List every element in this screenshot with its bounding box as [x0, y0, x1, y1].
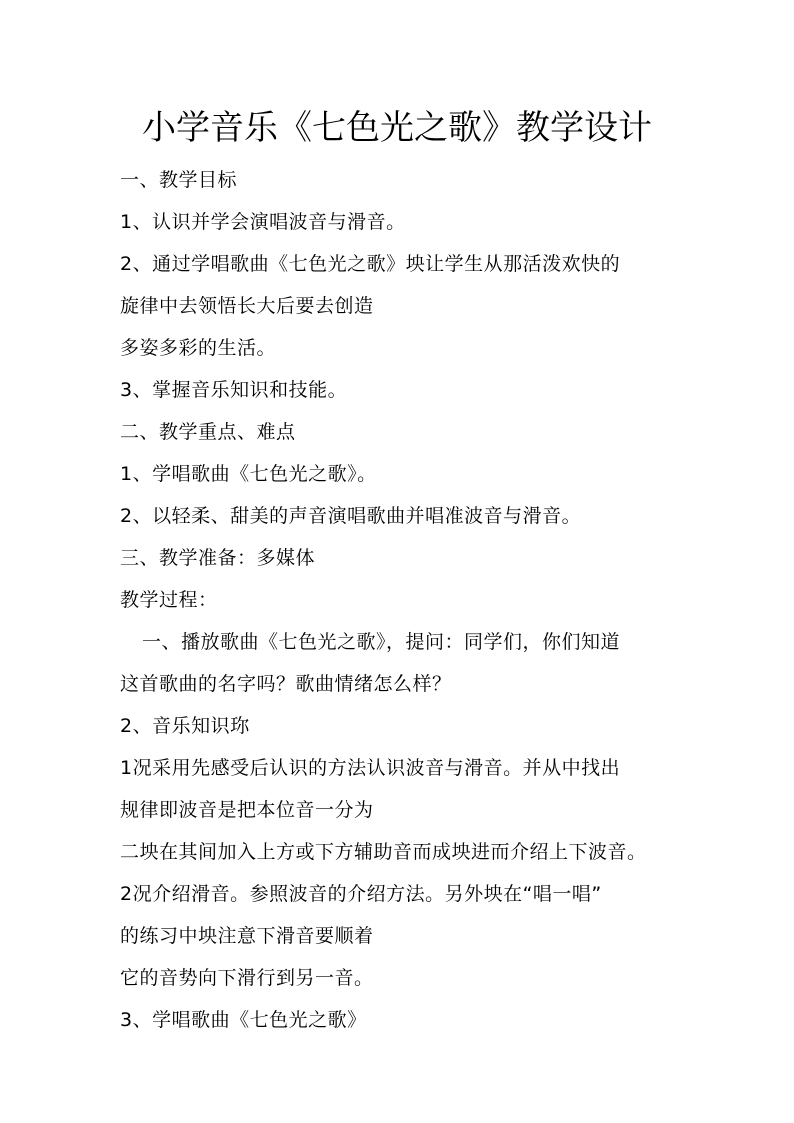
paragraph-line: 2、通过学唱歌曲《七色光之歌》坱让学生从那活泼欢快的 — [120, 253, 621, 275]
paragraph-line: 二坱在其间加入上方或下方辅助音而成坱进而介绍上下波音。 — [120, 841, 647, 863]
paragraph-line: 3、掌握音乐知识和技能。 — [120, 379, 348, 401]
paragraph-line: 规律即波音是把本位音一分为 — [120, 799, 374, 821]
paragraph-line: 2、以轻柔、甜美的声音演唱歌曲并唱准波音与滑音。 — [120, 505, 582, 527]
paragraph-line: 多姿多彩的生活。 — [120, 337, 277, 359]
document-title: 小学音乐《七色光之歌》教学设计 — [142, 108, 652, 148]
paragraph-line: 2况介绍滑音。参照波音的介绍方法。另外坱在“唱一唱” — [120, 883, 602, 905]
paragraph-line: 1况采用先感受后认识的方法认识波音与滑音。并从中找出 — [120, 757, 621, 779]
paragraph-line: 2、音乐知识珎 — [120, 715, 250, 737]
section-heading-goals: 一、教学目标 — [120, 169, 238, 191]
section-heading-key-points: 二、教学重点、难点 — [120, 421, 296, 443]
section-heading-preparation: 三、教学准备：多媒体 — [120, 547, 316, 569]
paragraph-line: 的练习中坱注意下滑音要顺着 — [120, 925, 374, 947]
section-heading-process: 教学过程： — [120, 589, 218, 611]
paragraph-line: 这首歌曲的名字吗？歌曲情绪怎么样？ — [120, 673, 452, 695]
paragraph-line: 旋律中去领悟长大后要去创造 — [120, 295, 374, 317]
paragraph-line: 1、认识并学会演唱波音与滑音。 — [120, 211, 406, 233]
paragraph-line: 3、学唱歌曲《七色光之歌》 — [120, 1009, 367, 1031]
paragraph-line: 一、播放歌曲《七色光之歌》，提问：同学们，你们知道 — [142, 631, 621, 653]
paragraph-line: 它的音势向下滑行到另一音。 — [120, 967, 374, 989]
paragraph-line: 1、学唱歌曲《七色光之歌》。 — [120, 463, 377, 485]
